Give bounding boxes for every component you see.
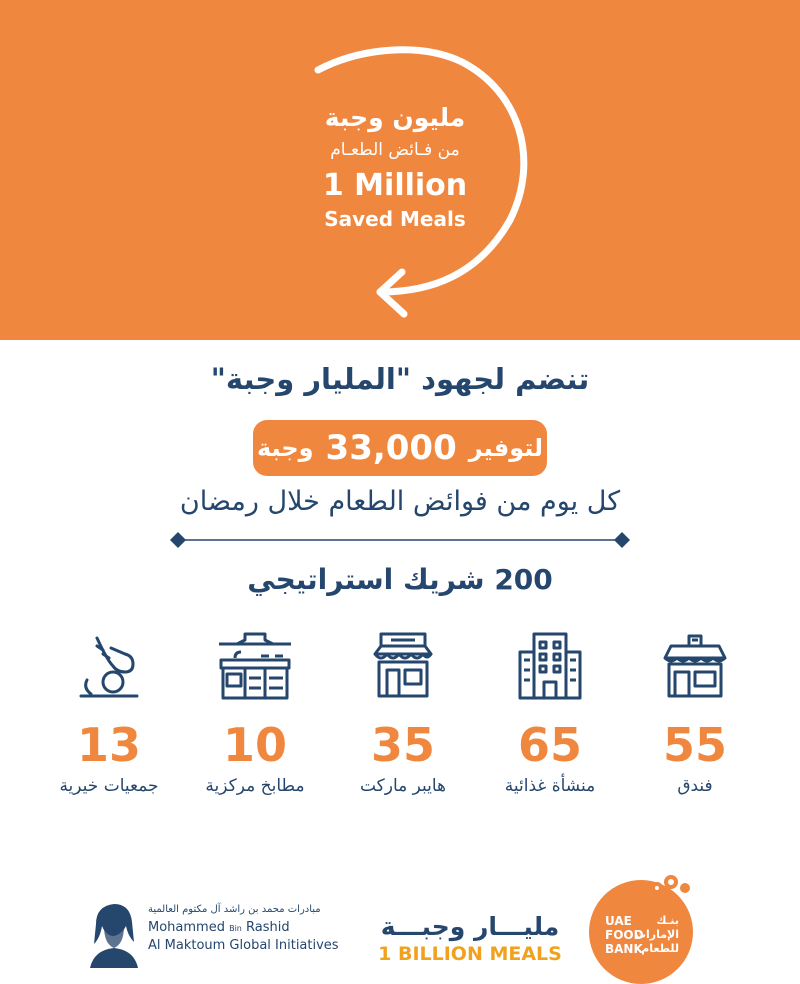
mbr-bin: Bin bbox=[229, 924, 242, 933]
store-icon bbox=[367, 630, 439, 702]
partners-count: 200 شريك استراتيجي bbox=[247, 563, 553, 596]
stat-label: مطابخ مركزية bbox=[205, 776, 305, 796]
stat-charities bbox=[39, 630, 179, 798]
stat-label: منشأة غذائية bbox=[504, 776, 596, 796]
mbr-first-name: Mohammed bbox=[148, 920, 230, 935]
foodbank-ar-3: للطعام bbox=[641, 942, 679, 955]
hero-ar-subtitle: من فـائض الطعـام bbox=[330, 140, 460, 160]
mbr-ar-name: مبادرات محمد بن راشد آل مكتوم العالمية bbox=[148, 904, 321, 915]
stat-label: فندق bbox=[677, 776, 713, 796]
mbr-en-line2: Al Maktoum Global Initiatives bbox=[148, 938, 339, 953]
billion-en: 1 BILLION MEALS bbox=[378, 943, 562, 965]
hero-text bbox=[280, 100, 510, 232]
mbr-en-line1 bbox=[148, 920, 290, 935]
daily-meals-pill bbox=[253, 420, 547, 476]
stat-hotels bbox=[625, 630, 765, 798]
stat-label: جمعيات خيرية bbox=[59, 776, 159, 796]
stat-number: 13 bbox=[76, 718, 141, 772]
pill-number: 33,000 bbox=[325, 428, 457, 468]
hero-en-subtitle: Saved Meals bbox=[324, 207, 466, 231]
billion-meals-logo bbox=[370, 912, 570, 966]
foodbank-en-3: BANK bbox=[605, 942, 643, 956]
footer-logos bbox=[0, 860, 800, 983]
foodbank-en-2: FOOD bbox=[605, 928, 644, 942]
foodbank-ar-2: الإمارات bbox=[634, 928, 679, 941]
sheikh-portrait-icon bbox=[86, 900, 140, 968]
stat-central-kitchens bbox=[185, 630, 325, 798]
stat-food-facilities bbox=[480, 630, 620, 798]
campaign-title: تنضم لجهود "المليار وجبة" bbox=[210, 362, 590, 396]
building-icon bbox=[514, 630, 586, 702]
divider-line bbox=[168, 530, 632, 550]
mbr-initiatives-logo bbox=[86, 900, 339, 970]
billion-ar: مليـــار وجبـــة bbox=[380, 912, 560, 941]
foodbank-en-1: UAE bbox=[605, 914, 632, 928]
stat-hypermarkets bbox=[333, 630, 473, 798]
foodbank-ar bbox=[635, 914, 679, 956]
hotel-icon bbox=[659, 630, 731, 702]
campaign-subtitle: كل يوم من فوائض الطعام خلال رمضان bbox=[179, 486, 621, 517]
hero-en-title: 1 Million bbox=[322, 168, 468, 203]
charity-hand-icon bbox=[73, 630, 145, 702]
stat-number: 10 bbox=[222, 718, 287, 772]
stat-label: هايبر ماركت bbox=[359, 776, 447, 796]
stat-number: 35 bbox=[370, 718, 435, 772]
stat-number: 55 bbox=[662, 718, 727, 772]
kitchen-icon bbox=[215, 630, 295, 702]
pill-prefix: لتوفير bbox=[468, 434, 544, 462]
hero-banner bbox=[0, 0, 800, 340]
mbr-last-name: Rashid bbox=[241, 920, 290, 935]
bubbles-icon bbox=[649, 874, 693, 898]
pill-suffix: وجبة bbox=[256, 434, 314, 462]
foodbank-ar-1: بنـك bbox=[656, 914, 679, 927]
stat-number: 65 bbox=[517, 718, 582, 772]
hero-ar-title: مليون وجبة bbox=[324, 103, 466, 132]
uae-food-bank-logo bbox=[589, 880, 693, 984]
